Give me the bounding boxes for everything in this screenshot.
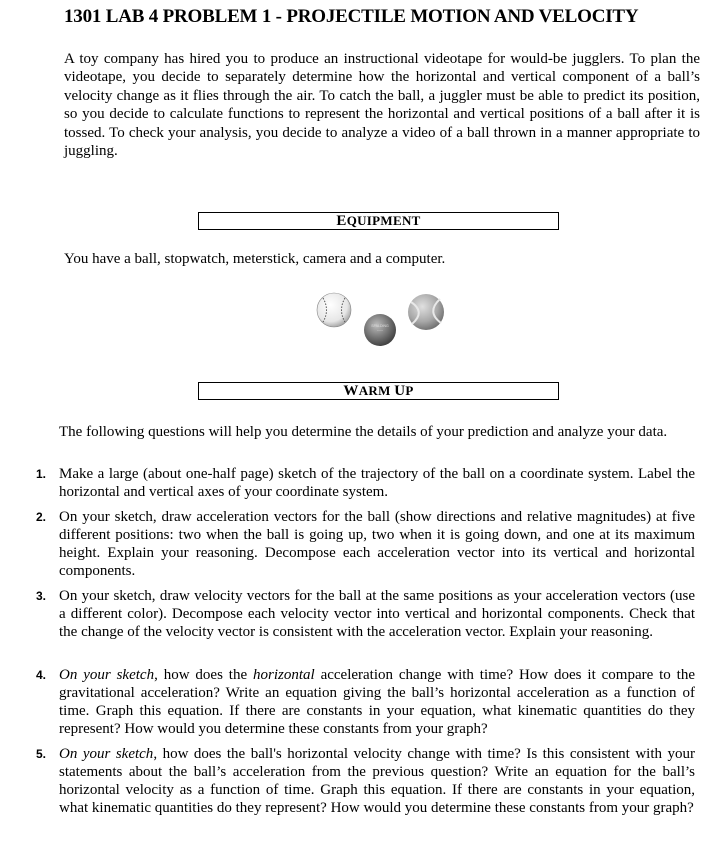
equipment-heading-initial: E (336, 213, 347, 229)
warmup-intro: The following questions will help you determine the details of your prediction and analyze your data. (59, 424, 668, 440)
baseball-icon (317, 293, 351, 327)
page-title: 1301 LAB 4 PROBLEM 1 - PROJECTILE MOTION AND VELOCITY (64, 6, 639, 27)
warmup-heading-initial-w: W (343, 383, 359, 399)
balls-image (314, 290, 446, 350)
warmup-heading-initial-u: U (394, 383, 406, 399)
question-4-emphasis-horizontal: horizontal (253, 667, 315, 683)
question-number-3: 3. (36, 589, 47, 603)
question-number-4: 4. (36, 668, 47, 682)
question-2: On your sketch, draw acceleration vectors for the ball (show directions and relative magnitudes) at five different positions: two when the ball is going up, two when it is going down, and one at its maximum height. Explain your reasoning. Decompose each acceleration vector into its vertical and horizontal components. (59, 509, 695, 579)
question-5-emphasis-sketch: On your sketch (59, 746, 154, 762)
equipment-heading (198, 212, 559, 230)
question-number-1: 1. (36, 467, 47, 481)
equipment-text: You have a ball, stopwatch, meterstick, camera and a computer. (64, 251, 446, 267)
question-1: Make a large (about one-half page) sketch of the trajectory of the ball on a coordinate system. Label the horizontal and vertical axes of your coordinate system. (59, 466, 695, 500)
question-5 (59, 745, 695, 817)
question-4-text-a: , how does the (154, 667, 253, 683)
question-4-emphasis-sketch: On your sketch (59, 667, 155, 683)
spalding-ball-icon (364, 314, 396, 346)
intro-paragraph: A toy company has hired you to produce an instructional videotape for would-be jugglers. To plan the videotape, you decide to separately determine how the horizontal and vertical component of a ball’s velocity change as it flies through the air. To catch the ball, a juggler must be able to predict its position, so you decide to calculate functions to represent the horizontal and vertical positions of a ball after it is tossed. To check your analysis, you decide to analyze a video of a ball thrown in a manner appropriate to juggling. (64, 51, 700, 160)
warmup-heading-rest-p: P (405, 383, 414, 398)
question-5-text: , how does the ball's horizontal velocity change with time? Is this consistent with your statements about the ball’s acceleration from the previous question? Write an equation for the ball’s horizontal velocity as a function of time. Graph this equation. If there are constants in your equation, what kinematic quantities do they represent? How would you determine these constants from your graph? (59, 746, 695, 816)
equipment-heading-rest: QUIPMENT (346, 213, 421, 228)
tennis-ball-icon (408, 294, 444, 330)
question-4 (59, 666, 695, 738)
question-number-5: 5. (36, 747, 47, 761)
question-number-2: 2. (36, 510, 47, 524)
spalding-ball-label: SPALDING (371, 324, 389, 328)
warmup-heading-rest-arm: ARM (358, 383, 395, 398)
question-3: On your sketch, draw velocity vectors for the ball at the same positions as your acceleration vectors (use a different color). Decompose each velocity vector into vertical and horizontal components. Check that the change of the velocity vector is consistent with the acceleration vector. Explain your reasoning. (59, 588, 695, 640)
question-4-text-b: acceleration change with time? How does it compare to the gravitational acceleration? Write an equation giving the ball’s horizontal acceleration as a function of time. Graph this equation. If there are constants in your equation, what kinematic quantities do they represent? How would you determine these constants from your graph? (59, 667, 696, 737)
svg-text:~~~: ~~~ (376, 329, 384, 333)
warmup-heading (198, 382, 559, 400)
